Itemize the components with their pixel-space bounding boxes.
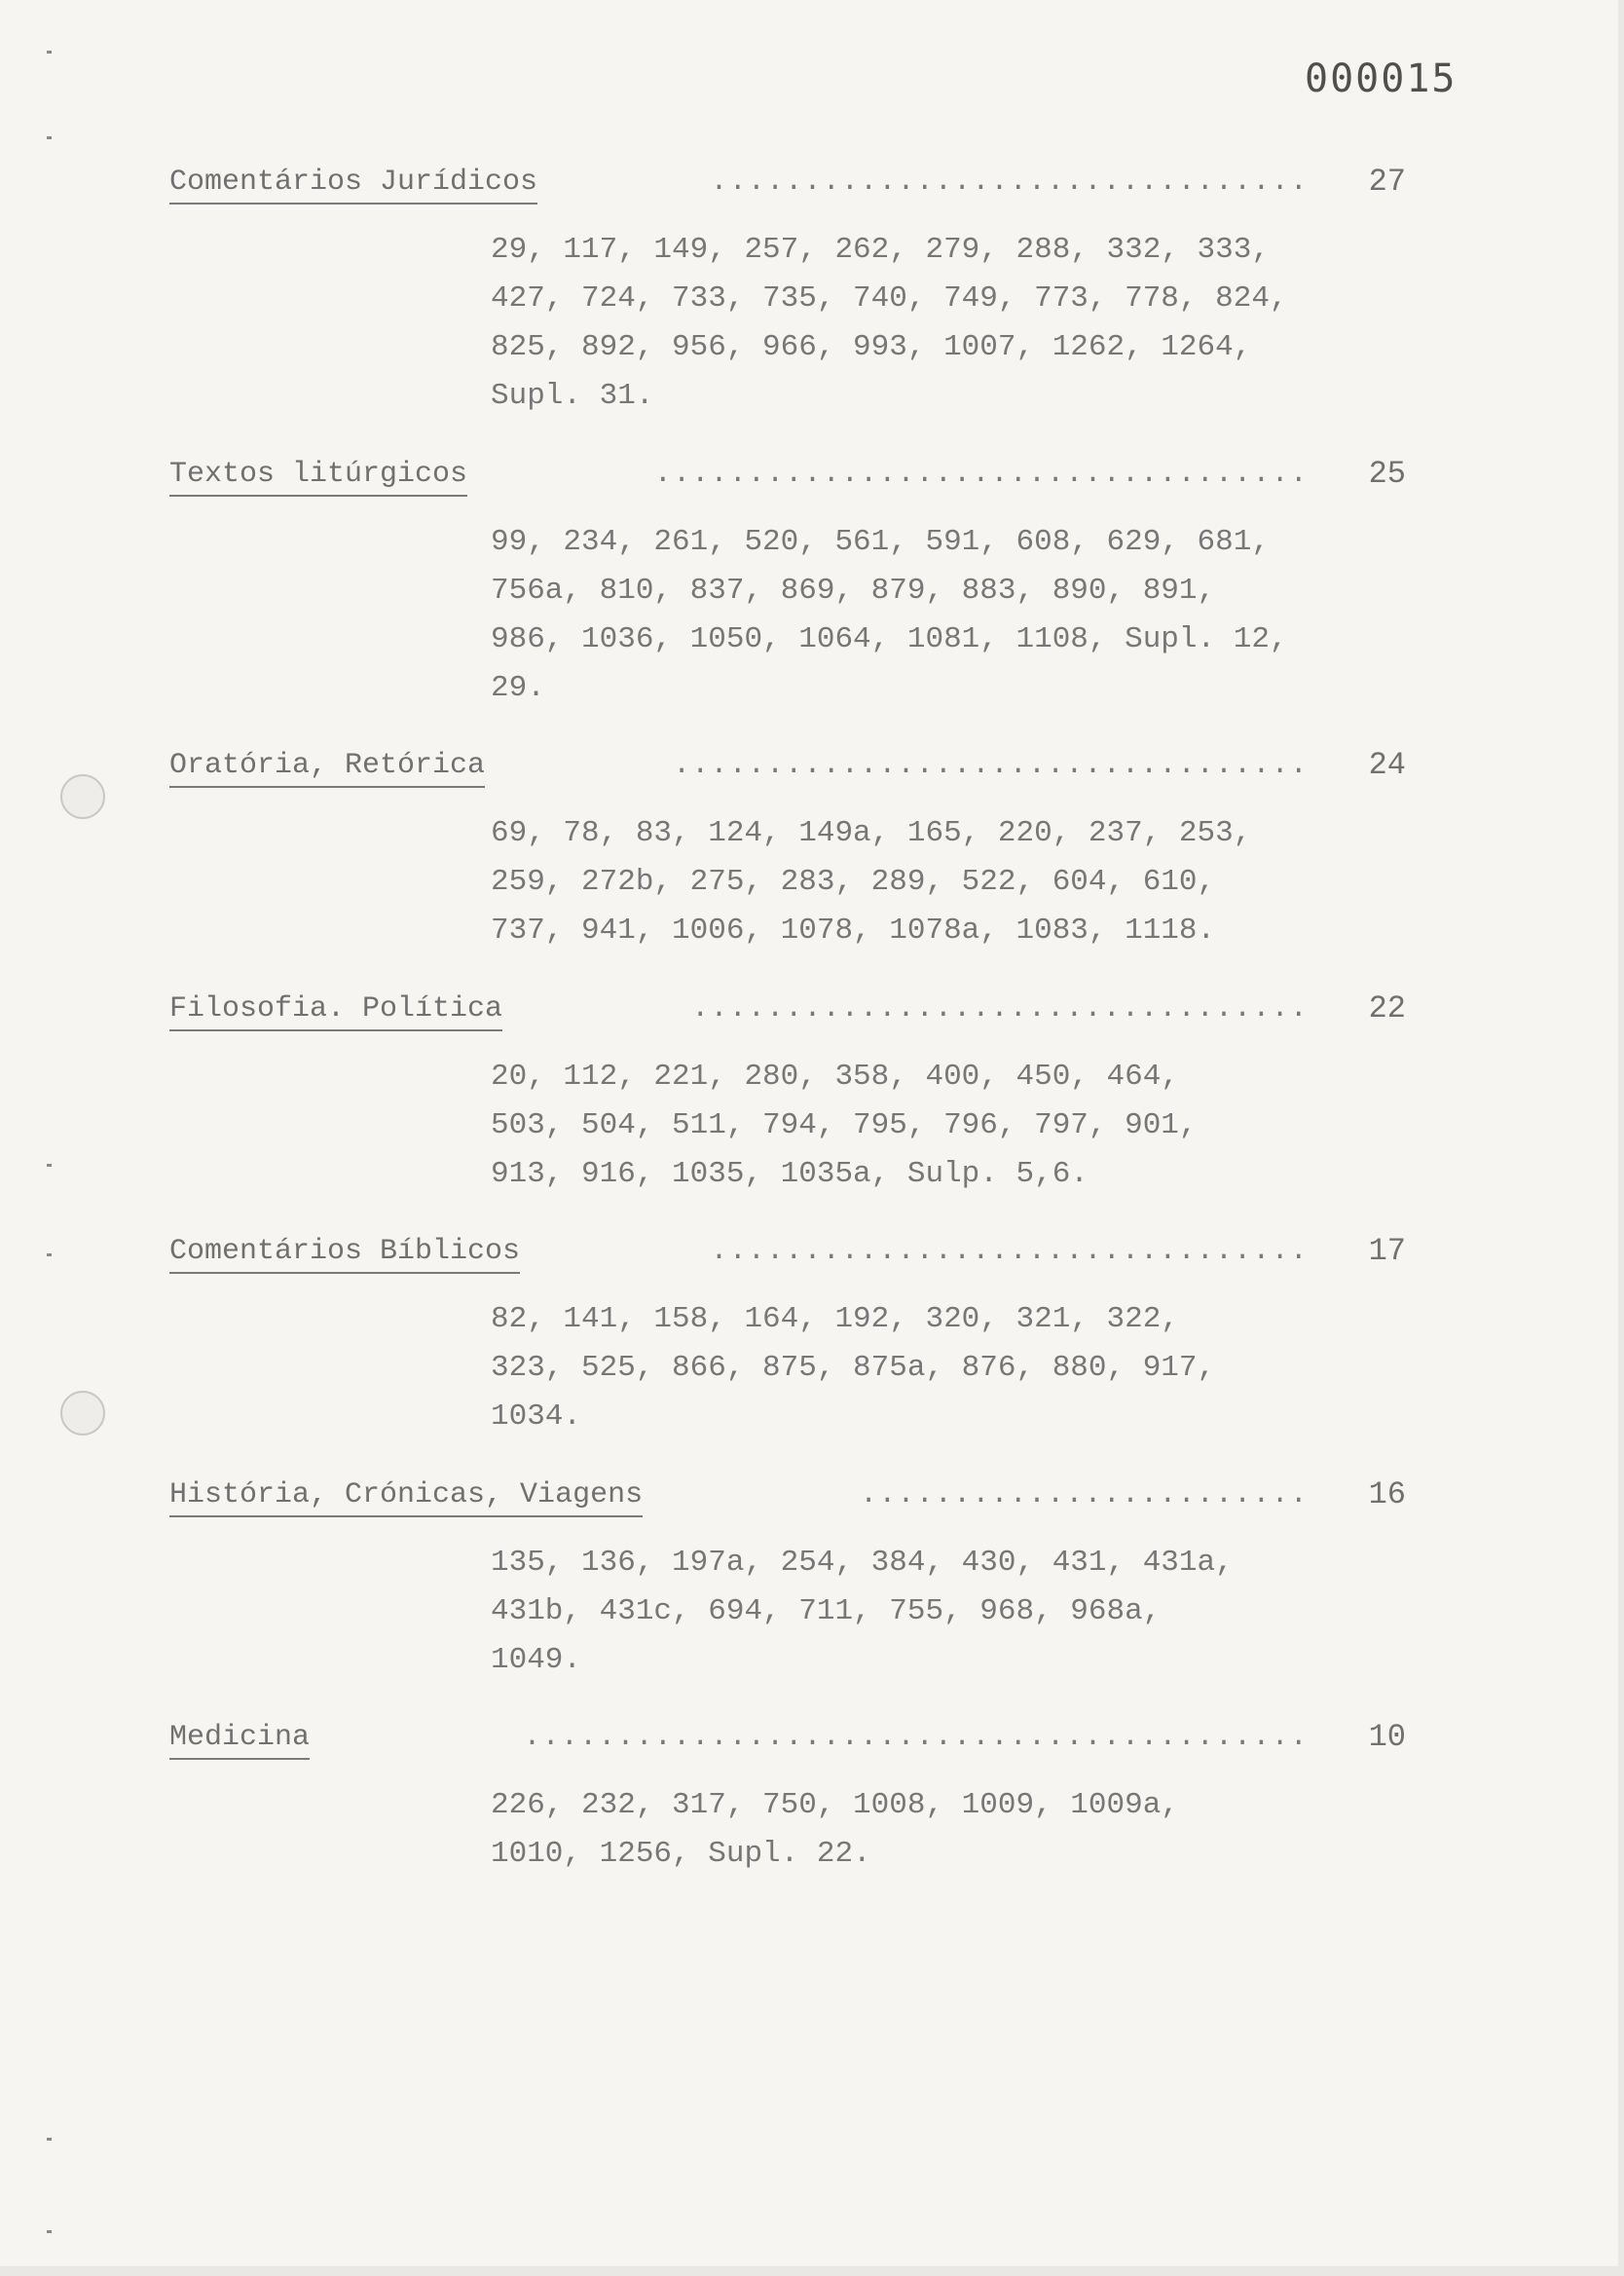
section-count: 10 [1368, 1719, 1406, 1755]
section-heading-line [169, 1476, 1406, 1525]
section-comentarios-biblicos [169, 1233, 1406, 1434]
edge-mark [47, 2138, 52, 2141]
dot-leader: ................................... [653, 458, 1309, 491]
section-references: 226, 232, 317, 750, 1008, 1009, 1009a, 1010, 1256, Supl. 22. [491, 1788, 1179, 1871]
section-references: 82, 141, 158, 164, 192, 320, 321, 322, 323, 525, 866, 875, 875a, 876, 880, 917, 1034. [491, 1302, 1216, 1434]
section-heading: Textos litúrgicos [169, 456, 467, 497]
section-references: 69, 78, 83, 124, 149a, 165, 220, 237, 253, 259, 272b, 275, 283, 289, 522, 604, 610, 737, 941, 1006, 1078, 1078a, 1083, 1118. [491, 816, 1252, 948]
edge-mark [47, 1253, 52, 1256]
dot-leader: ................................ [710, 1235, 1309, 1268]
page-number: 000015 [1305, 56, 1458, 101]
punch-hole-top [60, 774, 105, 819]
section-count: 27 [1368, 164, 1406, 200]
section-references: 20, 112, 221, 280, 358, 400, 450, 464, 503, 504, 511, 794, 795, 796, 797, 901, 913, 916, 1035, 1035a, Sulp. 5,6. [491, 1060, 1198, 1191]
section-comentarios-juridicos [169, 164, 1406, 413]
section-references: 99, 234, 261, 520, 561, 591, 608, 629, 681, 756a, 810, 837, 869, 879, 883, 890, 891, 986, 1036, 1050, 1064, 1081, 1108, Supl. 12, 29. [491, 525, 1288, 705]
section-heading: Filosofia. Política [169, 990, 502, 1031]
dot-leader: .......................................... [523, 1721, 1309, 1754]
section-textos-liturgicos [169, 456, 1406, 705]
section-references: 29, 117, 149, 257, 262, 279, 288, 332, 333, 427, 724, 733, 735, 740, 749, 773, 778, 824, 825, 892, 956, 966, 993, 1007, 1262, 1264, Supl. 31. [491, 233, 1288, 413]
dot-leader: .................................. [673, 749, 1309, 782]
section-count: 25 [1368, 456, 1406, 492]
punch-hole-bottom [60, 1391, 105, 1436]
section-heading-line [169, 456, 1406, 504]
dot-leader: ................................. [691, 992, 1309, 1026]
section-heading: Comentários Jurídicos [169, 164, 537, 205]
page-bottom-edge [0, 2266, 1624, 2276]
page-right-edge [1618, 0, 1624, 2276]
section-oratoria-retorica [169, 747, 1406, 948]
section-heading: Comentários Bíblicos [169, 1233, 520, 1274]
edge-mark [47, 51, 52, 54]
edge-mark [47, 2230, 52, 2233]
section-heading: História, Crónicas, Viagens [169, 1476, 643, 1517]
section-heading-line [169, 1719, 1406, 1768]
edge-mark [47, 136, 52, 139]
edge-mark [47, 1164, 52, 1167]
section-heading-line [169, 990, 1406, 1039]
section-medicina [169, 1719, 1406, 1871]
section-references: 135, 136, 197a, 254, 384, 430, 431, 431a, 431b, 431c, 694, 711, 755, 968, 968a, 1049. [491, 1546, 1234, 1677]
section-heading-line [169, 747, 1406, 796]
section-count: 16 [1368, 1476, 1406, 1512]
section-heading: Medicina [169, 1719, 310, 1760]
section-filosofia-politica [169, 990, 1406, 1191]
section-count: 17 [1368, 1233, 1406, 1269]
section-heading-line [169, 164, 1406, 212]
dot-leader: ........................ [860, 1478, 1309, 1511]
section-count: 22 [1368, 990, 1406, 1026]
section-historia-cronicas-viagens [169, 1476, 1406, 1677]
dot-leader: ................................ [710, 166, 1309, 199]
section-heading-line [169, 1233, 1406, 1282]
section-count: 24 [1368, 747, 1406, 783]
section-heading: Oratória, Retórica [169, 747, 485, 788]
